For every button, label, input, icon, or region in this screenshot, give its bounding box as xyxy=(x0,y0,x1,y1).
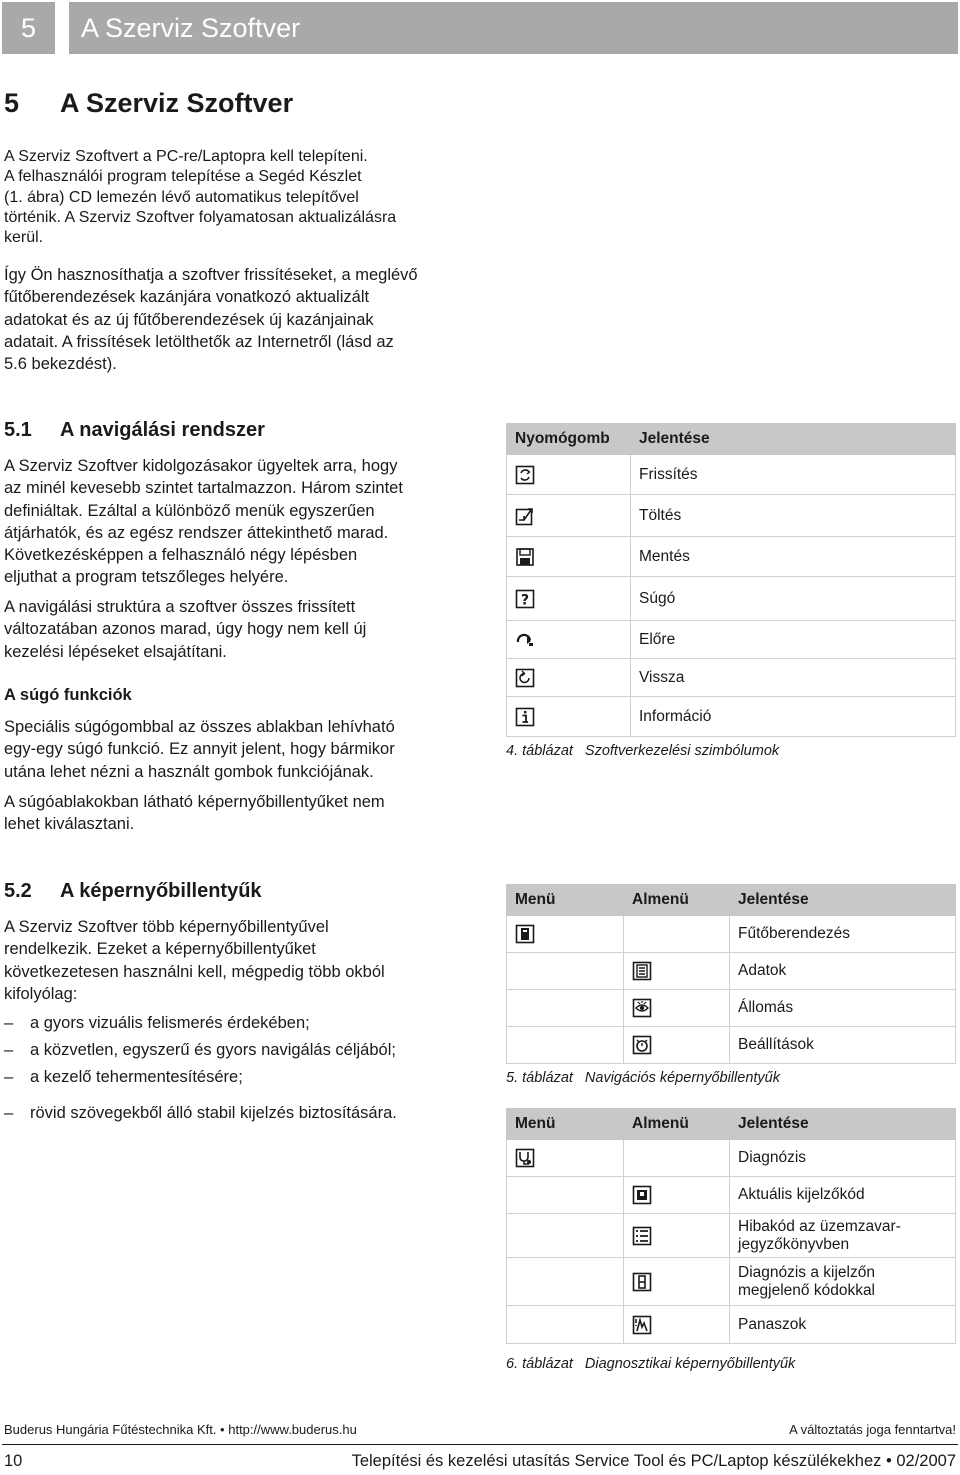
table-row: Vissza xyxy=(507,659,956,697)
refresh-icon xyxy=(515,465,535,485)
page-number: 10 xyxy=(4,1452,23,1470)
table-row: Fűtőberendezés xyxy=(507,916,956,953)
chapter-number-box xyxy=(2,2,55,54)
table-6: Menü Almenü Jelentése Diagnózis Aktuális kijelzőkód Hibakód az üzemzavar- jegyzőkönyvben Diagnózis a kijelzőn megjelenő kódokkal Panaszok xyxy=(506,1108,956,1344)
table-4 xyxy=(506,423,956,737)
table-row: Előre xyxy=(507,621,956,659)
save-icon xyxy=(515,547,535,567)
table-row: ? Súgó xyxy=(507,577,956,621)
current-display-icon xyxy=(632,1185,652,1205)
section-5-paragraph-1: A Szerviz Szoftvert a PC-re/Laptopra kell telepíteni. A felhasználói program telepítése a Segéd Készlet (1. ábra) CD lemezén lévő automatikus telepítővel történik. A Szerviz Szoftver folyamatosan aktualizálásra kerül. xyxy=(4,148,397,247)
back-icon xyxy=(515,668,535,688)
list-item: – rövid szövegekből álló stabil kijelzés biztosítására. xyxy=(4,1104,397,1122)
footer-company: Buderus Hungária Fűtéstechnika Kft. • http://www.buderus.hu xyxy=(4,1422,357,1437)
diagnosis-icon xyxy=(515,1148,535,1168)
footer-rights: A változtatás joga fenntartva! xyxy=(789,1422,956,1437)
chapter-title: A Szerviz Szoftver xyxy=(81,12,301,43)
section-5-2-paragraph: A Szerviz Szoftver több képernyőbillentyűvel rendelkezik. Ezeket a képernyőbillentyűket következetesen használni kell, mégpedig több okból kifolyólag: xyxy=(4,918,385,1003)
table-row: Diagnózis xyxy=(507,1140,956,1177)
load-icon xyxy=(515,506,535,526)
table-row: Diagnózis a kijelzőn megjelenő kódokkal xyxy=(507,1258,956,1306)
table-row: Hibakód az üzemzavar- jegyzőkönyvben xyxy=(507,1214,956,1258)
list-item: – a közvetlen, egyszerű és gyors navigálás céljából; xyxy=(4,1041,396,1059)
footer-divider xyxy=(2,1444,958,1445)
section-5-2-heading: 5.2 A képernyőbillentyűk xyxy=(4,880,262,902)
chapter-title-bar xyxy=(69,2,958,54)
chapter-number: 5 xyxy=(20,12,37,43)
table-row: Beállítások xyxy=(507,1027,956,1064)
section-5-heading: 5 A Szerviz Szoftver xyxy=(4,88,294,118)
table-row: Aktuális kijelzőkód xyxy=(507,1177,956,1214)
info-icon xyxy=(515,707,535,727)
complaints-icon xyxy=(632,1315,652,1335)
heating-system-icon xyxy=(515,924,535,944)
help-paragraph-2: A súgóablakokban látható képernyőbillentyűket nem lehet kiválasztani. xyxy=(4,793,385,834)
table-header: Nyomógomb xyxy=(507,424,631,455)
table-4-caption: 4. táblázat Szoftverkezelési szimbólumok xyxy=(506,743,780,759)
table-6-caption: 6. táblázat Diagnosztikai képernyőbillentyűk xyxy=(506,1356,796,1372)
section-5-1-paragraph-1: A Szerviz Szoftver kidolgozásakor ügyeltek arra, hogy az minél kevesebb szintet tartalmazzon. Három szintet definiáltak. Ezáltal a különböző menük egyszerűen átjárhatók, és az egész rendszer áttekinthető marad. Következésképpen a felhasználó négy lépésben eljuthat a program tetszőleges helyére. xyxy=(4,457,403,587)
fault-log-icon xyxy=(632,1226,652,1246)
section-5-paragraph-2: Így Ön hasznosíthatja a szoftver frissítéseket, a meglévő fűtőberendezések kazánjára vonatkozó aktualizált adatokat és az új fűtőberendezések új kazánjainak adatait. A frissítések letölthetők az Internetről (lásd az 5.6 bekezdést). xyxy=(4,266,418,374)
help-icon xyxy=(515,589,535,609)
station-icon xyxy=(632,998,652,1018)
table-row: Állomás xyxy=(507,990,956,1027)
footer-document-title: Telepítési és kezelési utasítás Service Tool és PC/Laptop készülékekhez • 02/2007 xyxy=(351,1452,956,1470)
table-5-caption: 5. táblázat Navigációs képernyőbillentyűk xyxy=(506,1070,780,1086)
help-heading: A súgó funkciók xyxy=(4,686,132,704)
svg-text:?: ? xyxy=(520,592,530,608)
forward-icon xyxy=(515,630,535,650)
section-5-1-paragraph-2: A navigálási struktúra a szoftver összes frissített változatában azonos marad, úgy hogy nem kell új kezelési lépéseket elsajátítani. xyxy=(4,598,367,661)
table-row: Frissítés xyxy=(507,455,956,495)
list-item: – a gyors vizuális felismerés érdekében; xyxy=(4,1014,310,1032)
table-row: Panaszok xyxy=(507,1306,956,1344)
table-row: Adatok xyxy=(507,953,956,990)
table-5: Menü Almenü Jelentése Fűtőberendezés Adatok Állomás Beállítások xyxy=(506,884,956,1064)
help-paragraph-1: Speciális súgógombbal az összes ablakban lehívható egy-egy súgó funkció. Ez annyit jelent, hogy bármikor utána lehet nézni a használt gombok funkciójának. xyxy=(4,718,395,781)
settings-icon xyxy=(632,1035,652,1055)
data-icon xyxy=(632,961,652,981)
table-header: Jelentése xyxy=(631,424,956,455)
section-5-1-heading: 5.1 A navigálási rendszer xyxy=(4,419,265,441)
list-item: – a kezelő tehermentesítésére; xyxy=(4,1068,243,1086)
table-row: Információ xyxy=(507,697,956,737)
table-row: Töltés xyxy=(507,495,956,537)
table-row: Mentés xyxy=(507,537,956,577)
display-codes-icon xyxy=(632,1272,652,1292)
